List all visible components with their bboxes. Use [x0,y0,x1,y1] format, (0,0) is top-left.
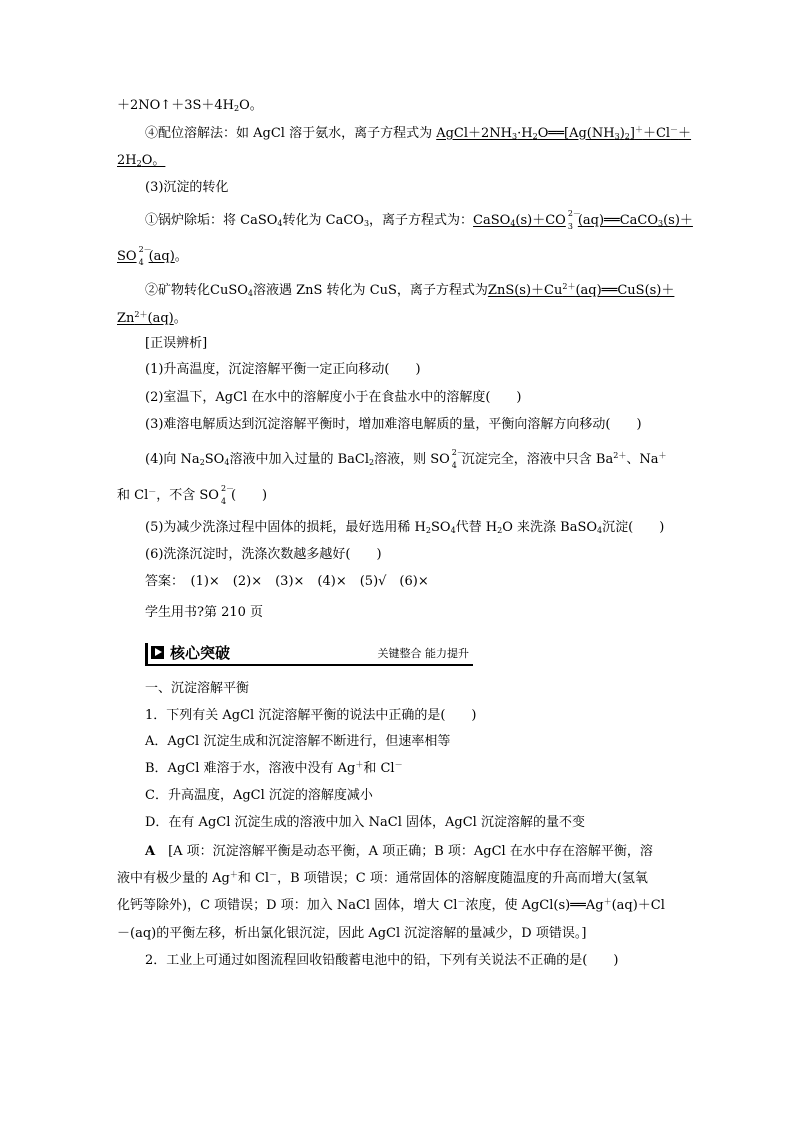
text-line: ①锅炉除垢：将 CaSO$_4$转化为 CaCO$_3$，离子方程式为：CaSO$_4$(s)＋CO 2－ 3 (aq)══CaCO$_3$(s)＋ [145,209,693,231]
question-item: (2)室温下，AgCl 在水中的溶解度小于在食盐水中的溶解度( ) [145,390,522,405]
page-reference: 学生用书?第 210 页 [145,605,264,620]
text-line: ④配位溶解法：如 AgCl 溶于氨水，离子方程式为 $AgCl+2NH_3\cdot H_2O══[Ag(NH_3)_2]^++Cl^-+$ [145,125,692,141]
section-heading: [正误辨析] [145,336,208,351]
explanation-line: A [A 项：沉淀溶解平衡是动态平衡，A 项正确；B 项：AgCl 在水中存在溶解平衡，溶 [145,844,653,859]
section-heading: 一、沉淀溶解平衡 [145,681,250,696]
question-item: 和 Cl－，不含 SO 2－ 4 ( ) [117,484,268,506]
text-line: $Zn^{2+}(aq)$。 [117,310,187,326]
play-icon [151,646,164,659]
banner-title: 核心突破 [170,644,231,662]
answer-line: 答案： (1)× (2)× (3)× (4)× (5)√ (6)× [145,574,429,589]
question-item: (6)洗涤沉淀时，洗涤次数越多越好( ) [145,547,382,562]
text-line: $+2NO↑+3S+4H_2O$。 [117,98,263,113]
option-b: B．AgCl 难溶于水，溶液中没有 Ag＋和 Cl－ [145,760,403,776]
question-item: (3)难溶电解质达到沉淀溶解平衡时，增加难溶电解质的量，平衡向溶解方向移动( ) [145,417,642,432]
text-line: ②矿物转化CuSO$_4$溶液遇 ZnS 转化为 CuS，离子方程式为$ZnS(s)+Cu^{2+}(aq)══CuS(s)+$ [145,282,675,298]
option-d: D．在有 AgCl 沉淀生成的溶液中加入 NaCl 固体，AgCl 沉淀溶解的量不变 [145,815,585,830]
text-line: SO 2－ 4 (aq)。 [117,245,188,267]
option-a: A．AgCl 沉淀生成和沉淀溶解不断进行，但速率相等 [145,734,451,749]
question-stem: 1．下列有关 AgCl 沉淀溶解平衡的说法中正确的是( ) [145,708,477,723]
option-c: C．升高温度，AgCl 沉淀的溶解度减小 [145,788,373,803]
section-heading: (3)沉淀的转化 [145,180,229,195]
explanation-line: －(aq)的平衡左移，析出氯化银沉淀，因此 AgCl 沉淀溶解的量减少，D 项错误。] [117,926,587,941]
banner-subtitle: 关键整合 能力提升 [377,647,469,660]
explanation-line: 液中有极少量的 Ag＋和 Cl－，B 项错误；C 项：通常固体的溶解度随温度的升高而增大(氢氧 [117,870,648,886]
question-item: (5)为减少洗涤过程中固体的损耗，最好选用稀 $H_2SO_4$代替 $H_2O$ 来洗涤 BaSO$_4$沉淀( ) [145,520,665,535]
question-item: (4)向 $Na_2SO_4$溶液中加入过量的 BaCl$_2$溶液，则 SO 2－ 4 沉淀完全，溶液中只含 $Ba^{2+}$、Na＋ [145,448,667,470]
question-item: (1)升高温度，沉淀溶解平衡一定正向移动( ) [145,362,421,377]
question-stem: 2．工业上可通过如图流程回收铅酸蓄电池中的铅，下列有关说法不正确的是( ) [145,953,619,968]
text-line: $2H_2O$。 [117,153,166,168]
explanation-line: 化钙等除外)，C 项错误；D 项：加入 NaCl 固体，增大 Cl－浓度，使 AgCl(s)══Ag＋(aq)＋Cl [117,897,665,913]
section-banner [145,643,473,666]
